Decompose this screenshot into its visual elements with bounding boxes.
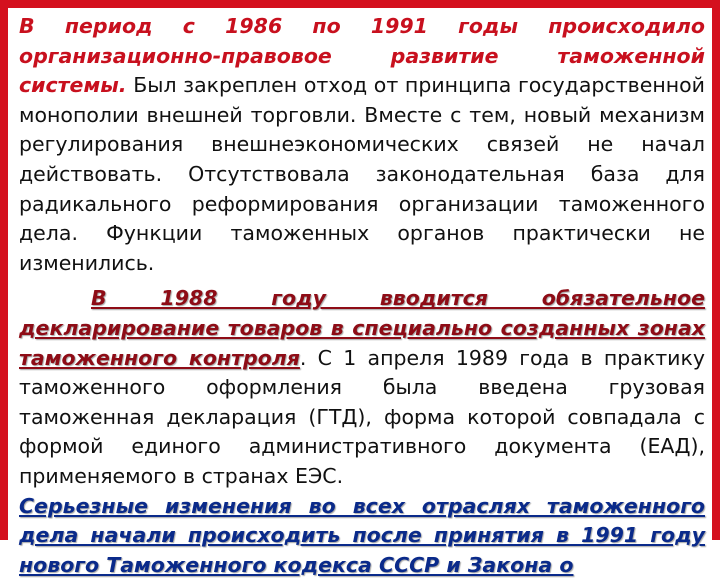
paragraph-2-body: . С 1 апреля 1989 года в практику таможенного оформления была введена грузовая таможенная декларация (ГТД), форма которой совпадала с формой единого административного документа (ЕАД), применяемого в странах ЕЭС. bbox=[19, 346, 705, 488]
paragraph-3 bbox=[19, 492, 705, 580]
paragraph-2 bbox=[19, 284, 705, 491]
paragraph-1-lead: В период с 1986 по 1991 годы происходило организационно-правовое развитие таможенной системы. bbox=[19, 14, 705, 97]
paragraph-3-lead: Серьезные изменения во всех отраслях таможенного дела начали происходить после принятия в 1991 году нового Таможенного кодекса СССР и Закона о bbox=[19, 494, 705, 577]
paragraph-2-lead: В 1988 году вводится обязательное декларирование товаров в специально созданных зонах таможенного контроля bbox=[19, 286, 705, 369]
paragraph-1 bbox=[19, 12, 705, 278]
slide-content bbox=[19, 12, 705, 580]
paragraph-1-body: Был закреплен отход от принципа государственной монополии внешней торговли. Вместе с тем, новый механизм регулирования внешнеэкономических связей не начал действовать. Отсутствовала законодательная база для радикального реформирования организации таможенного дела. Функции таможенных органов практически не изменились. bbox=[19, 73, 705, 275]
